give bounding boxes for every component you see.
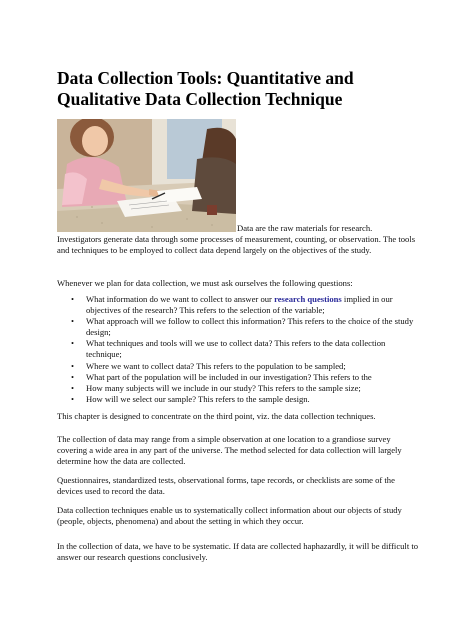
devices-paragraph: Questionnaires, standardized tests, observational forms, tape records, or checklists are some of the devices used to record the data. (57, 475, 395, 497)
range-paragraph: The collection of data may range from a simple observation at one location to a grandiose survey covering a wide area in any part of the universe. The method selected for data collection will largely determine how the data are collected. (57, 434, 402, 467)
list-item (57, 316, 422, 338)
list-item-text-after: implied in our objectives of the research? This refers to the selection of the variable; (86, 294, 393, 316)
list-item (57, 338, 422, 360)
questions-list (57, 294, 422, 405)
bullet: • (71, 316, 75, 327)
techniques-paragraph: Data collection techniques enable us to systematically collect information about our objects of study (people, objects, phenomena) and about the setting in which they occur. (57, 505, 402, 527)
intro-paragraph: Investigators generate data through some processes of measurement, counting, or observation. The tools and techniques to be employed to collect data depend largely on the objectives of the study. (57, 234, 416, 256)
list-item-text: Where we want to collect data? This refers to the population to be sampled; (86, 360, 346, 371)
list-item (57, 394, 422, 405)
list-item-text: What approach will we follow to collect this information? This refers to the choice of the study design; (86, 316, 414, 338)
intro-first-line: Data are the raw materials for research. (237, 223, 373, 233)
document-title (57, 68, 420, 110)
bullet: • (71, 338, 75, 349)
bullet: • (71, 393, 75, 404)
list-item-text: How many subjects will we include in our study? This refers to the sample size; (86, 382, 361, 393)
list-item (57, 294, 422, 316)
bullet: • (71, 360, 75, 371)
list-item (57, 361, 422, 372)
research-questions-link[interactable]: research questions (274, 294, 342, 304)
bullet: • (71, 382, 75, 393)
bullet: • (71, 371, 75, 382)
title-line-2: Qualitative Data Collection Technique (57, 89, 343, 109)
title-line-1: Data Collection Tools: Quantitative and (57, 68, 354, 88)
list-item-text: How will we select our sample? This refers to the sample design. (86, 393, 310, 404)
bullet: • (71, 294, 75, 304)
list-item-text-before: What information do we want to collect to answer our (86, 294, 275, 304)
chapter-paragraph: This chapter is designed to concentrate on the third point, viz. the data collection techniques. (57, 411, 376, 421)
list-item (57, 383, 422, 394)
questions-lead-paragraph: Whenever we plan for data collection, we must ask ourselves the following questions: (57, 278, 353, 288)
list-item (57, 372, 422, 383)
systematic-paragraph: In the collection of data, we have to be systematic. If data are collected haphazardly, it will be difficult to answer our research questions conclusively. (57, 541, 419, 563)
list-item-text: What part of the population will be included in our investigation? This refers to the (86, 371, 372, 382)
list-item-text: What techniques and tools will we use to collect data? This refers to the data collection technique; (86, 338, 386, 360)
photo-two-people-at-table (57, 119, 236, 232)
